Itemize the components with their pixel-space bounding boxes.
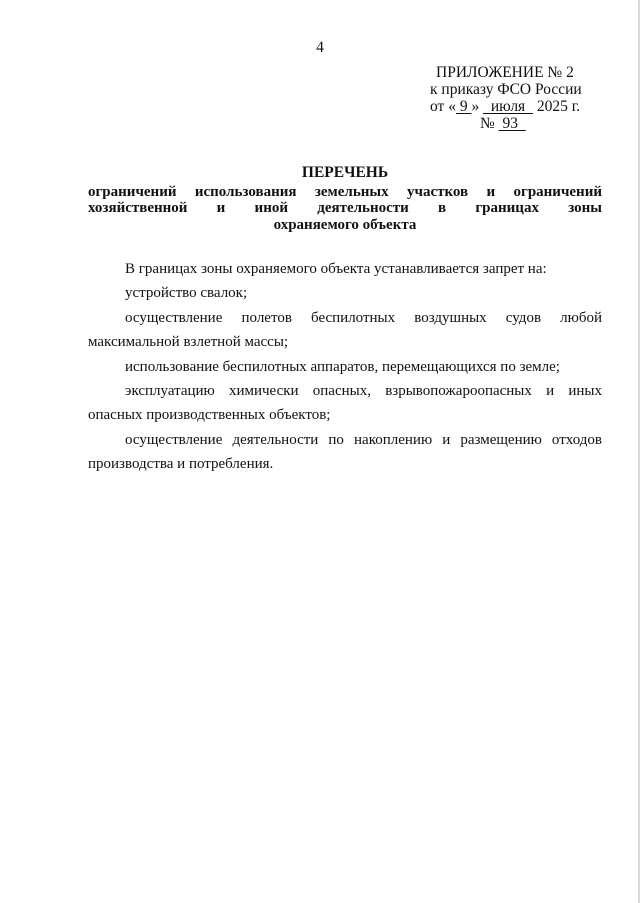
number-value: 93 (498, 115, 526, 132)
intro-paragraph: В границах зоны охраняемого объекта устанавливается запрет на: (125, 261, 547, 277)
list-item-hazardous-line-1: эксплуатацию химически опасных, взрывопожароопасных и иных (125, 383, 602, 400)
list-item-drones-line-1: осуществление полетов беспилотных воздушных судов любой (125, 309, 602, 326)
date-mid: » (471, 98, 484, 115)
appendix-header (414, 64, 614, 132)
appendix-number-line (414, 115, 614, 132)
appendix-date-line (414, 98, 614, 115)
number-prefix: № (480, 115, 499, 132)
list-item-drones-line-2: максимальной взлетной массы; (88, 334, 289, 351)
date-prefix: от « (430, 98, 456, 115)
heading-line-1: ограничений использования земельных участков и ограничений (88, 183, 602, 200)
appendix-order-line: к приказу ФСО России (430, 81, 582, 98)
document-heading (88, 165, 602, 233)
list-item-waste-line-2: производства и потребления. (88, 456, 274, 473)
heading-title: ПЕРЕЧЕНЬ (301, 164, 389, 181)
appendix-title: ПРИЛОЖЕНИЕ № 2 (436, 64, 574, 81)
list-item-hazardous-line-2: опасных производственных объектов; (88, 407, 331, 424)
list-item-ground-vehicles: использование беспилотных аппаратов, перемещающихся по земле; (125, 358, 560, 375)
date-month: июля (483, 98, 533, 115)
heading-line-2: хозяйственной и иной деятельности в границах зоны (88, 200, 602, 216)
date-day: 9 (455, 98, 472, 115)
heading-line-3: охраняемого объекта (273, 216, 417, 233)
date-year: 2025 г. (532, 98, 581, 115)
list-item-landfills: устройство свалок; (125, 285, 248, 302)
document-body (88, 257, 602, 477)
page-number: 4 (316, 39, 324, 56)
list-item-waste-line-1: осуществление деятельности по накоплению и размещению отходов (125, 431, 602, 448)
